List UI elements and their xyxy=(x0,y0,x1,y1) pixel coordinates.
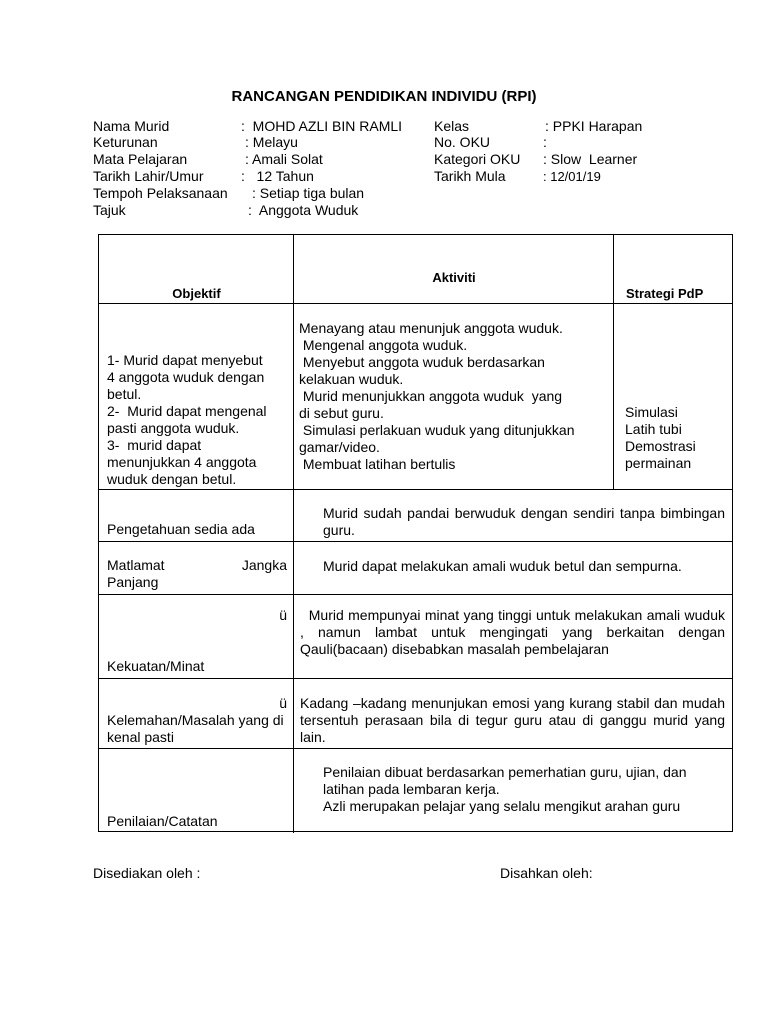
strategi-list xyxy=(625,404,696,472)
no-oku-label: No. OKU xyxy=(434,134,491,150)
objektif-line: menunjukkan 4 anggota xyxy=(107,454,257,470)
kelemahan-text: Kadang –kadang menunjukan emosi yang kurang stabil dan mudah tersentuh perasaan bila di tegur guru atau di ganggu murid yang lain. xyxy=(300,695,725,745)
objektif-line: wuduk dengan betul. xyxy=(107,471,237,487)
penilaian-label-cell xyxy=(99,749,294,833)
tarikh-mula-label: Tarikh Mula xyxy=(434,168,506,184)
tajuk-label: Tajuk xyxy=(93,202,126,218)
objektif-line: 2- Murid dapat mengenal xyxy=(107,403,267,419)
aktiviti-line: Menyebut anggota wuduk berdasarkan xyxy=(299,354,545,370)
penilaian-text-2: Azli merupakan pelajar yang selalu mengikut arahan guru xyxy=(323,798,681,814)
matlamat-row xyxy=(99,542,732,595)
strategi-line: Latih tubi xyxy=(625,421,682,437)
aktiviti-line: Membuat latihan bertulis xyxy=(299,456,456,472)
nama-value: : MOHD AZLI BIN RAMLI xyxy=(241,118,403,134)
table-header-row xyxy=(99,235,732,304)
kelemahan-text-cell xyxy=(294,679,732,748)
aktiviti-line: Murid menunjukkan anggota wuduk yang xyxy=(299,388,563,404)
mata-pelajaran-label: Mata Pelajaran xyxy=(93,151,188,167)
header-aktiviti-cell xyxy=(294,235,614,303)
aktiviti-line: di sebut guru. xyxy=(299,405,384,421)
aktiviti-line: gamar/video. xyxy=(299,439,380,455)
header-strategi-cell xyxy=(614,235,732,303)
kelas-value: : PPKI Harapan xyxy=(545,118,643,134)
pengetahuan-text-cell xyxy=(294,490,732,541)
objektif-line: 4 anggota wuduk dengan xyxy=(107,369,265,385)
kekuatan-row xyxy=(99,595,732,679)
nama-label: Nama Murid xyxy=(93,118,170,134)
mata-pelajaran-value: : Amali Solat xyxy=(245,151,323,167)
strategi-cell xyxy=(614,304,732,489)
penilaian-row xyxy=(99,749,732,833)
aktiviti-line: Mengenal anggota wuduk. xyxy=(299,337,468,353)
pengetahuan-row xyxy=(99,490,732,542)
strategi-line: Simulasi xyxy=(625,404,678,420)
disahkan-label: Disahkan oleh: xyxy=(500,865,593,881)
matlamat-text-cell xyxy=(294,542,732,594)
penilaian-label: Penilaian/Catatan xyxy=(107,813,218,829)
disediakan-label: Disediakan oleh : xyxy=(93,865,201,881)
table-content-row xyxy=(99,304,732,490)
tempoh-label: Tempoh Pelaksanaan xyxy=(93,185,228,201)
matlamat-label-1: Matlamat xyxy=(107,557,165,573)
objektif-list xyxy=(107,352,267,488)
kekuatan-label: Kekuatan/Minat xyxy=(107,658,205,674)
matlamat-text: Murid dapat melakukan amali wuduk betul dan sempurna. xyxy=(323,558,682,574)
pengetahuan-label-cell xyxy=(99,490,294,541)
header-aktiviti: Aktiviti xyxy=(432,270,476,285)
rpi-table xyxy=(98,234,733,832)
header-objektif: Objektif xyxy=(172,286,221,301)
objektif-line: pasti anggota wuduk. xyxy=(107,420,240,436)
aktiviti-line: Simulasi perlakuan wuduk yang ditunjukkan xyxy=(299,422,575,438)
kekuatan-text: Murid mempunyai minat yang tinggi untuk melakukan amali wuduk , namun lambat untuk mengingati yang berkaitan dengan Qauli(bacaan) disebabkan masalah pembelajaran xyxy=(300,607,729,657)
aktiviti-cell xyxy=(294,304,614,489)
tajuk-value: : Anggota Wuduk xyxy=(248,202,359,218)
strategi-line: Demostrasi xyxy=(625,438,696,454)
kekuatan-check-icon: ü xyxy=(279,607,287,623)
matlamat-label-cell xyxy=(99,542,294,594)
tarikh-lahir-value: : 12 Tahun xyxy=(241,168,314,184)
header-objektif-cell xyxy=(99,235,294,303)
no-oku-value: : xyxy=(543,134,547,150)
strategi-line: permainan xyxy=(625,455,692,471)
kelemahan-row xyxy=(99,679,732,749)
tarikh-lahir-label: Tarikh Lahir/Umur xyxy=(93,168,204,184)
keturunan-label: Keturunan xyxy=(93,134,158,150)
pengetahuan-text: Murid sudah pandai berwuduk dengan sendiri tanpa bimbingan guru. xyxy=(323,505,725,538)
aktiviti-list xyxy=(299,320,575,473)
penilaian-text-1: Penilaian dibuat berdasarkan pemerhatian guru, ujian, dan latihan pada lembaran kerja. xyxy=(323,764,687,797)
pengetahuan-label: Pengetahuan sedia ada xyxy=(107,521,255,537)
kelas-label: Kelas xyxy=(434,118,470,134)
header-strategi: Strategi PdP xyxy=(626,286,704,301)
kategori-oku-label: Kategori OKU xyxy=(434,151,521,167)
objektif-cell xyxy=(99,304,294,489)
tempoh-value: : Setiap tiga bulan xyxy=(252,185,365,201)
document-title: RANCANGAN PENDIDIKAN INDIVIDU (RPI) xyxy=(231,88,537,105)
tarikh-mula-value: : 12/01/19 xyxy=(543,169,601,184)
kelemahan-label: Kelemahan/Masalah yang di kenal pasti xyxy=(107,712,284,745)
objektif-line: 3- murid dapat xyxy=(107,437,202,453)
kategori-oku-value: : Slow Learner xyxy=(543,151,638,167)
matlamat-label-2: Jangka xyxy=(241,557,287,573)
objektif-line: betul. xyxy=(107,386,142,402)
kelemahan-check-icon: ü xyxy=(279,695,287,711)
objektif-line: 1- Murid dapat menyebut xyxy=(107,352,263,368)
penilaian-text-cell xyxy=(294,749,732,833)
aktiviti-line: Menayang atau menunjuk anggota wuduk. xyxy=(299,320,563,336)
kekuatan-label-cell xyxy=(99,595,294,678)
kelemahan-label-cell xyxy=(99,679,294,748)
matlamat-label-3: Panjang xyxy=(107,574,159,590)
kekuatan-text-cell xyxy=(294,595,732,678)
aktiviti-line: kelakuan wuduk. xyxy=(299,371,404,387)
keturunan-value: : Melayu xyxy=(245,134,298,150)
